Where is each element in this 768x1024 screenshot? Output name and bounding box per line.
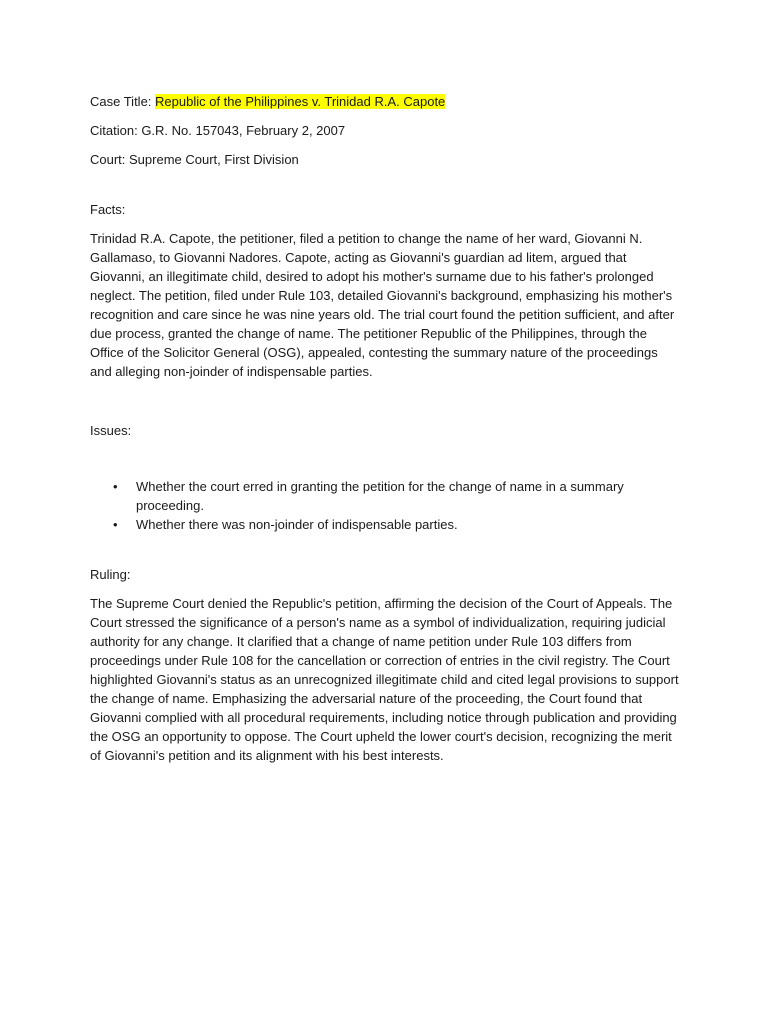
- court-line: [90, 150, 682, 169]
- bullet-icon: •: [113, 479, 118, 494]
- issues-heading: Issues:: [90, 423, 132, 438]
- issues-list: [90, 477, 682, 534]
- bullet-icon: •: [113, 517, 118, 532]
- issue-item: [90, 477, 682, 515]
- court-value: Supreme Court, First Division: [129, 152, 299, 167]
- case-title-label: Case Title:: [90, 94, 156, 109]
- court-label: Court:: [90, 152, 130, 167]
- case-title-line: [90, 92, 682, 111]
- issue-text: Whether the court erred in granting the petition for the change of name in a summary proceeding.: [136, 479, 624, 513]
- document-page: [90, 92, 682, 765]
- facts-paragraph: Trinidad R.A. Capote, the petitioner, filed a petition to change the name of her ward, Giovanni N. Gallamaso, to Giovanni Nadores. Capote, acting as Giovanni's guardian ad litem, argued that Giovanni, an illegitimate child, desired to adopt his mother's surname due to his father's prolonged neglect. The petition, filed under Rule 103, detailed Giovanni's background, emphasizing his mother's recognition and care since he was nine years old. The trial court found the petition sufficient, and after due process, granted the change of name. The petitioner Republic of the Philippines, through the Office of the Solicitor General (OSG), appealed, contesting the summary nature of the proceedings and alleging non-joinder of indispensable parties.: [90, 231, 675, 379]
- case-title-value: Republic of the Philippines v. Trinidad R.A. Capote: [155, 94, 446, 109]
- ruling-heading: Ruling:: [90, 567, 131, 582]
- facts-heading: Facts:: [90, 202, 126, 217]
- citation-label: Citation:: [90, 123, 142, 138]
- ruling-paragraph: The Supreme Court denied the Republic's petition, affirming the decision of the Court of Appeals. The Court stressed the significance of a person's name as a symbol of individualization, requiring judicial authority for any change. It clarified that a change of name petition under Rule 103 differs from proceedings under Rule 108 for the cancellation or correction of entries in the civil registry. The Court highlighted Giovanni's status as an unrecognized illegitimate child and cited legal provisions to support the change of name. Emphasizing the adversarial nature of the proceeding, the Court found that Giovanni complied with all procedural requirements, including notice through publication and providing the OSG an opportunity to oppose. The Court upheld the lower court's decision, recognizing the merit of Giovanni's petition and its alignment with his best interests.: [90, 596, 679, 763]
- citation-value: G.R. No. 157043, February 2, 2007: [141, 123, 346, 138]
- issue-item: [90, 515, 682, 534]
- citation-line: [90, 121, 682, 140]
- issue-text: Whether there was non-joinder of indispensable parties.: [136, 517, 458, 532]
